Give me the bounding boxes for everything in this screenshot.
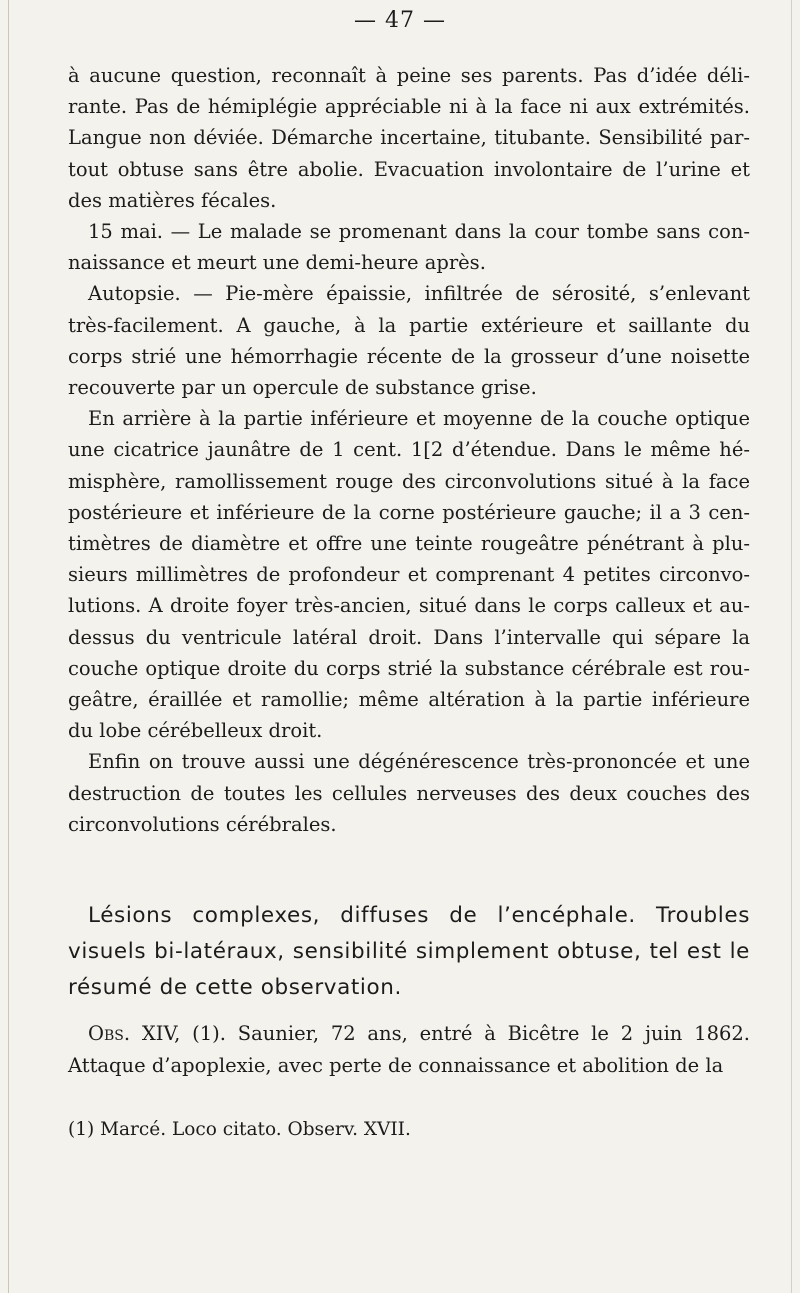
footnote: (1) Marcé. Loco citato. Observ. XVII. (68, 1119, 411, 1140)
paragraph: En arrière à la partie inférieure et moyenne de la couche optique une cicatrice jaunâtre de 1 cent. 1[2 d’étendue. Dans le même hé- misphère, ramollissement rouge des circonvolutions situé à la face postérieure et inférieure de la corne postérieure gauche; il a 3 cen- timètres de diamètre et offre une teinte rougeâtre pénétrant à plu- sieurs millimètres de profondeur et comprenant 4 petites circonvo- lutions. A droite foyer très-ancien, situé dans le corps calleux et au-dessus du ventricule latéral droit. Dans l’intervalle qui sépare la couche optique droite du corps strié la substance cérébrale est rou- geâtre, éraillée et ramollie; même altération à la partie inférieure du lobe cérébelleux droit. (68, 407, 750, 743)
page-number: — 47 — (354, 8, 446, 33)
paragraph: 15 mai. — Le malade se promenant dans la cour tombe sans con- naissance et meurt une demi-heure après. (68, 220, 750, 275)
main-text (68, 60, 750, 840)
paragraph: à aucune question, reconnaît à peine ses parents. Pas d’idée déli- rante. Pas de hémiplégie appréciable ni à la face ni aux extrémités. Langue non déviée. Démarche incertaine, titubante. Sensibilité par- tout obtuse sans être abolie. Evacuation involontaire de l’urine et des matières fécales. (68, 64, 750, 212)
summary-paragraph: Lésions complexes, diffuses de l’encéphale. Troubles visuels bi-latéraux, sensibilité simplement obtuse, tel est le résumé de cette observation. (68, 903, 750, 1000)
observation-block (68, 1018, 750, 1082)
observation-paragraph (68, 1018, 750, 1082)
page-edge-line (8, 0, 9, 1293)
observation-text: Saunier, 72 ans, entré à Bicêtre le 2 juin 1862. Attaque d’apoplexie, avec perte de connaissance et abolition de la (68, 1022, 750, 1077)
observation-label: Obs. XIV, (1). (88, 1022, 226, 1045)
summary-block (68, 898, 750, 1006)
paragraph: Autopsie. — Pie-mère épaissie, infiltrée de sérosité, s’enlevant très-facilement. A gauche, à la partie extérieure et saillante du corps strié une hémorrhagie récente de la grosseur d’une noisette recouverte par un opercule de substance grise. (68, 282, 750, 400)
paragraph: Enfin on trouve aussi une dégénérescence très-prononcée et une destruction de toutes les cellules nerveuses des deux couches des circonvolutions cérébrales. (68, 750, 750, 836)
page-edge-line (791, 0, 792, 1293)
